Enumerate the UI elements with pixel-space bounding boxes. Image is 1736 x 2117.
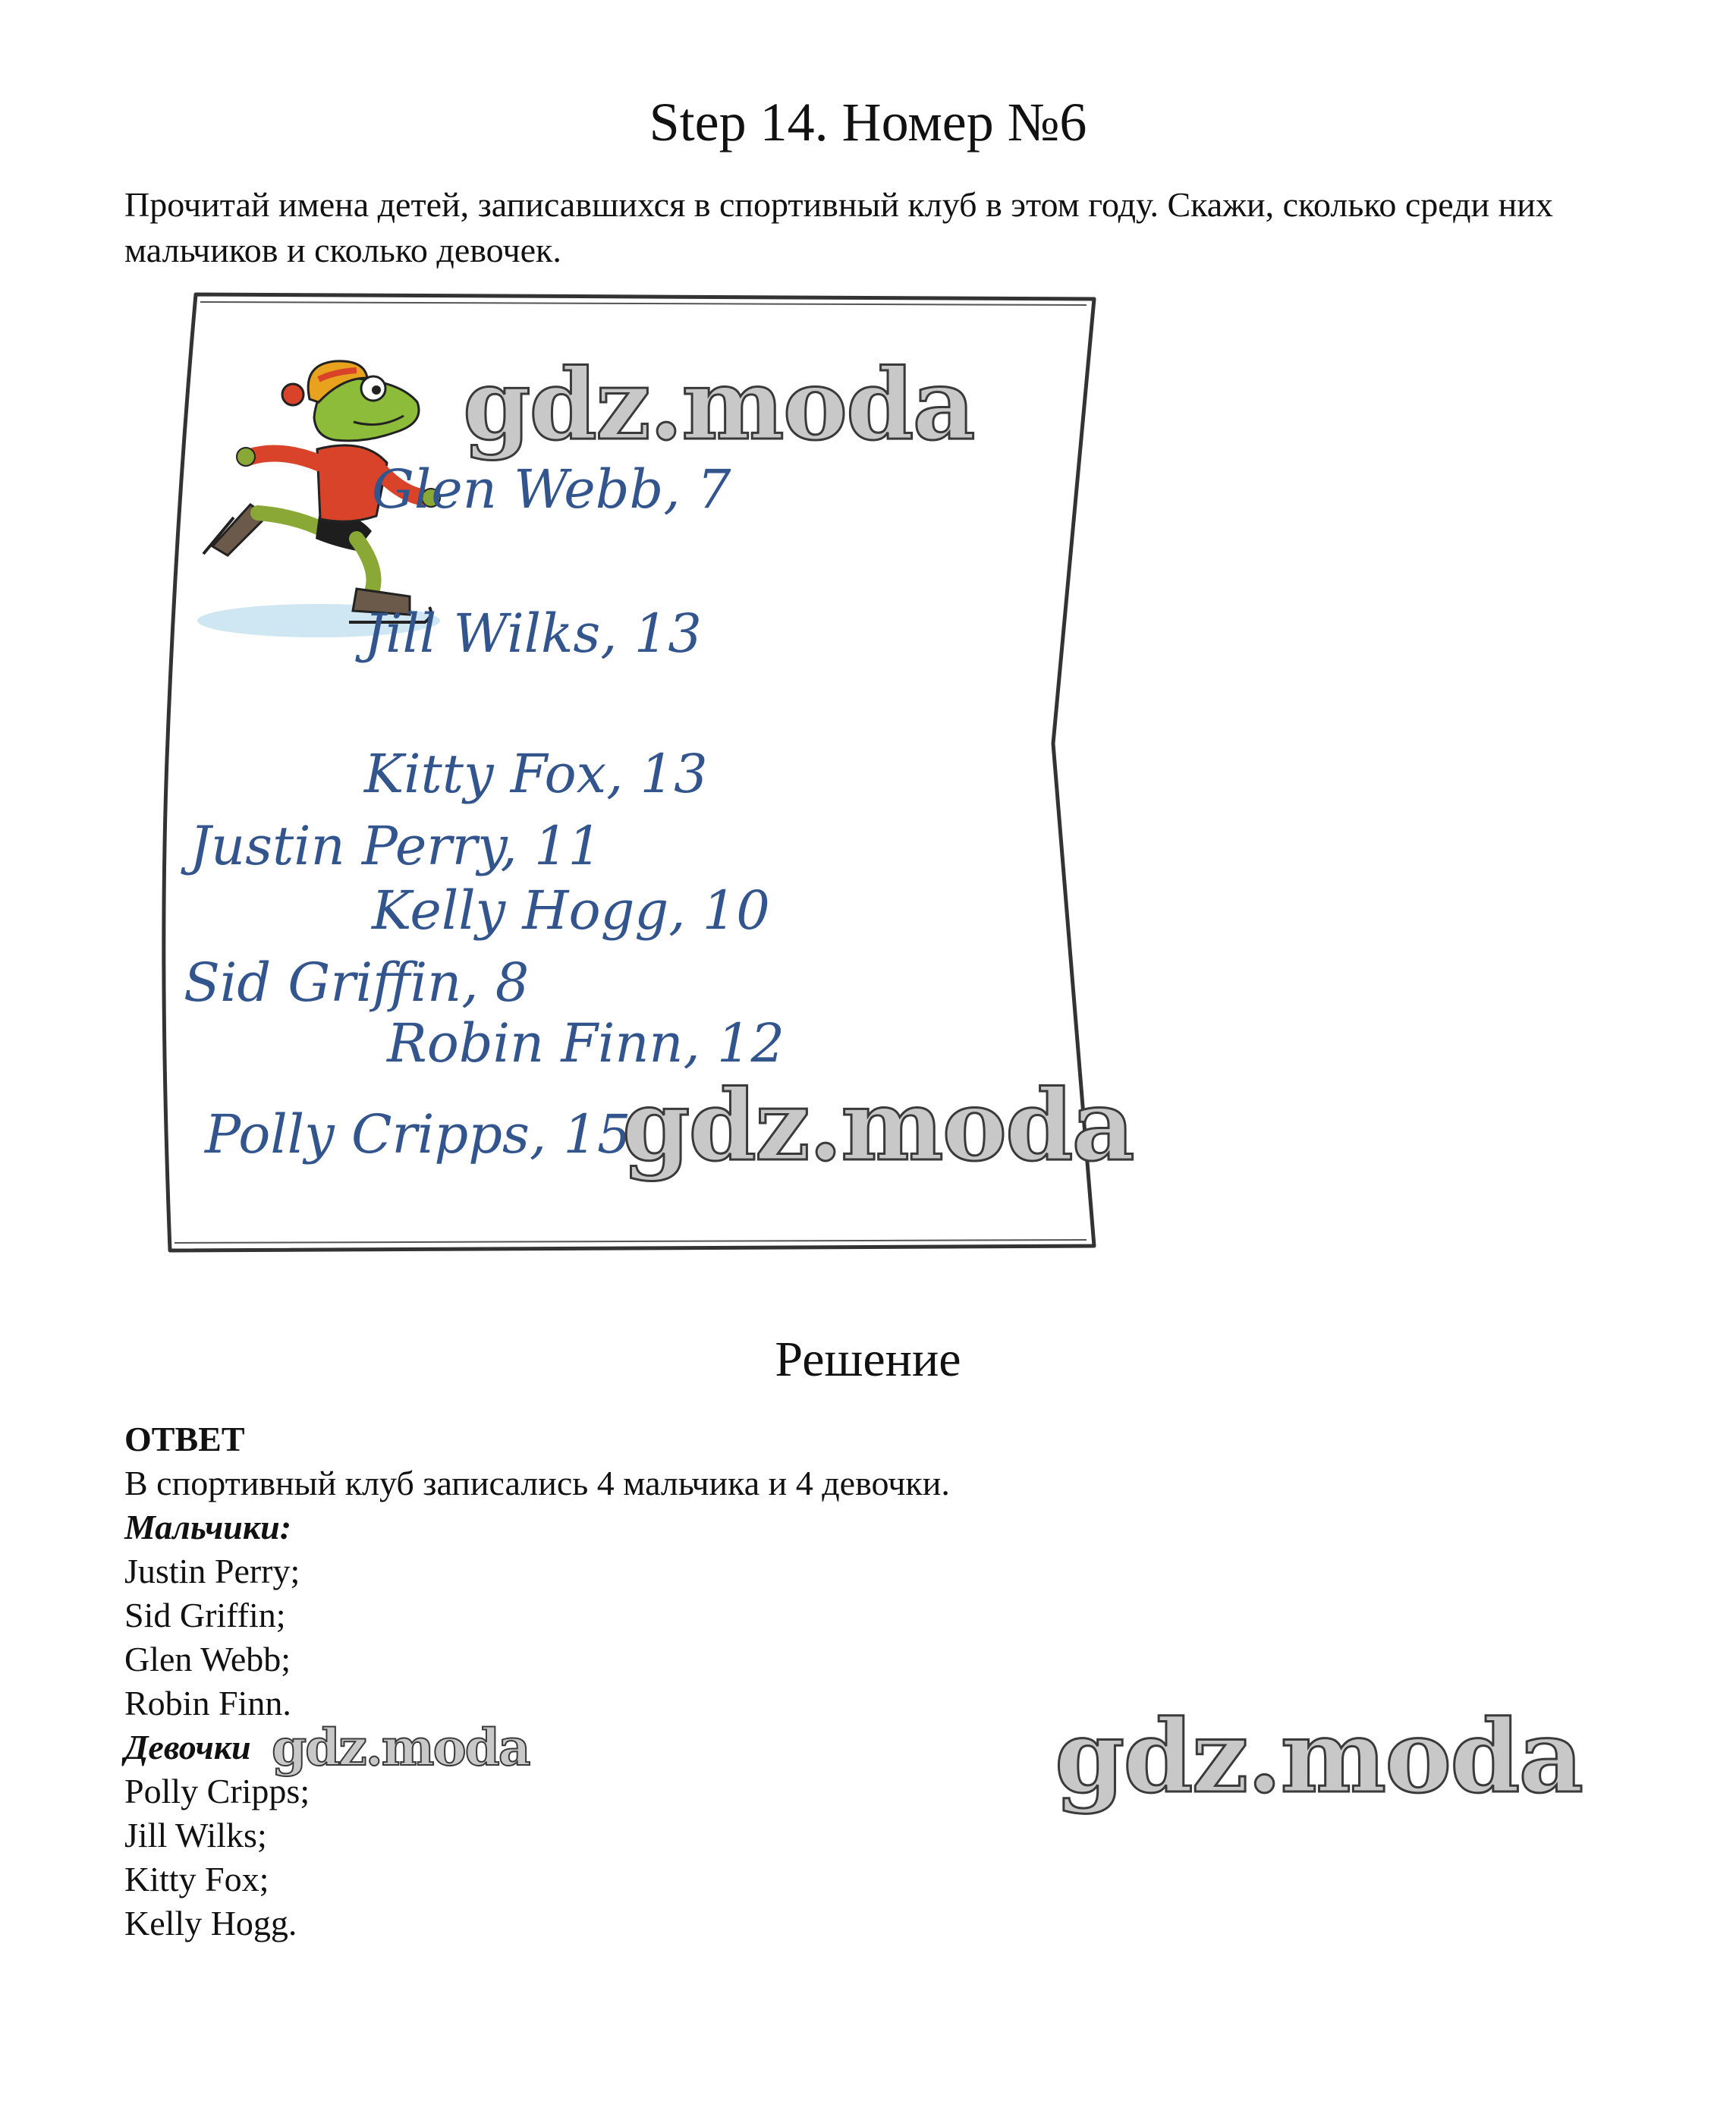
answer-block	[124, 1417, 1566, 1946]
name-entry: Polly Cripps, 15	[205, 1103, 631, 1165]
watermark: gdz.moda	[463, 348, 974, 462]
watermark: gdz.moda	[1055, 1698, 1583, 1816]
name-entry: Sid Griffin, 8	[184, 952, 530, 1014]
solution-title: Решение	[775, 1332, 961, 1387]
watermark: gdz.moda	[272, 1718, 530, 1777]
girl-name: Kelly Hogg.	[124, 1904, 297, 1942]
boy-name: Justin Perry;	[124, 1552, 300, 1590]
boy-name: Robin Finn.	[124, 1684, 291, 1722]
name-list-sheet	[137, 288, 1153, 1275]
boy-name: Sid Griffin;	[124, 1596, 286, 1634]
name-entry: Glen Webb, 7	[372, 458, 731, 521]
name-entry: Robin Finn, 12	[387, 1012, 785, 1074]
girl-name: Kitty Fox;	[124, 1860, 269, 1898]
answer-summary: В спортивный клуб записались 4 мальчика и 4 девочки.	[124, 1464, 950, 1502]
task-instructions: Прочитай имена детей, записавшихся в спортивный клуб в этом году. Скажи, сколько среди них мальчиков и сколько девочек.	[124, 185, 1553, 269]
watermark: gdz.moda	[622, 1069, 1134, 1183]
girl-name: Polly Cripps;	[124, 1772, 310, 1810]
girl-name: Jill Wilks;	[124, 1816, 267, 1854]
page-title: Step 14. Номер №6	[649, 92, 1087, 153]
girls-label: Девочки	[124, 1728, 251, 1766]
boys-label: Мальчики:	[124, 1508, 292, 1546]
boy-name: Glen Webb;	[124, 1640, 291, 1678]
name-entry: Kitty Fox, 13	[364, 743, 708, 805]
name-entry: Justin Perry, 11	[190, 815, 602, 877]
name-entry: Jill Wilks, 13	[364, 602, 702, 665]
name-entry: Kelly Hogg, 10	[372, 879, 770, 942]
answer-heading: ОТВЕТ	[124, 1420, 245, 1458]
